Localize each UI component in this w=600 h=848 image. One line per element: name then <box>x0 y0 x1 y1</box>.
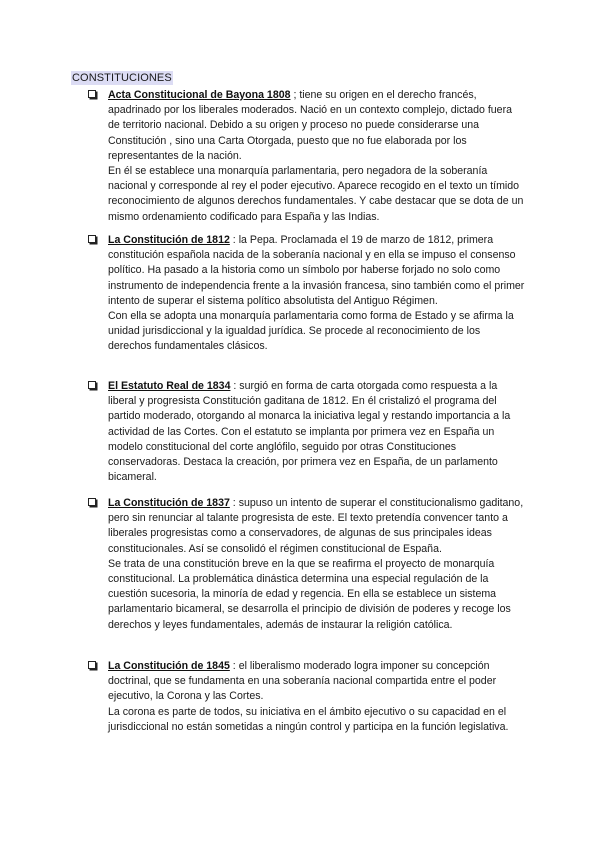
section-constitucion-1837 <box>88 496 528 633</box>
section-intro <box>108 496 526 557</box>
section-intro <box>108 379 526 485</box>
section-title: La Constitución de 1812 <box>108 234 230 246</box>
section-intro-text: : la Pepa. Proclamada el 19 de marzo de 1812, primera constitución española nacida de la soberanía nacional y en ella se impuso el consenso político. Ha pasado a la historia como un símbolo por haberse forjado no solo como instrumento de independencia frente a la invasión francesa, sino también como el primer intento de superar el sistema político absolutista del Antiguo Régimen. <box>108 234 525 307</box>
section-more-text: Con ella se adopta una monarquía parlamentaria como forma de Estado y se afirma la unidad jurisdiccional y la igualdad jurídica. Se procede al reconocimiento de los derechos fundamentales clásicos. <box>108 310 514 353</box>
section-body <box>108 496 526 633</box>
checkbox-bullet-icon <box>88 498 96 506</box>
section-intro <box>108 88 526 164</box>
section-intro-text: : surgió en forma de carta otorgada como respuesta a la liberal y progresista Constitución gaditana de 1812. En él cristalizó el programa del partido moderado, otorgando al monarca la iniciativa legal y restando importancia a la actividad de las Cortes. Con el estatuto se implanta por primera vez en España un modelo constitucional del corte anglófilo, seguido por otras Constituciones conservadoras. Destaca la creación, por primera vez en España, de un parlamento bicameral. <box>108 380 511 484</box>
checkbox-bullet-icon <box>88 235 96 243</box>
section-intro <box>108 659 526 705</box>
section-more-text: En él se establece una monarquía parlamentaria, pero negadora de la soberanía nacional y corresponde al rey el poder ejecutivo. Aparece recogido en el texto un tímido reconocimiento de algunos derechos fundamentales. Y cabe destacar que se dota de un mismo ordenamiento codificado para España y las Indias. <box>108 165 524 223</box>
checkbox-bullet-icon <box>88 90 96 98</box>
section-intro-text: : supuso un intento de superar el constitucionalismo gaditano, pero sin renunciar al talante progresista de este. El texto pretendía convencer tanto a liberales progresistas como a conservadores, de algunas de sus principales ideas constitucionales. Así se consolidó el régimen constitucional de España. <box>108 497 524 555</box>
section-more-text: La corona es parte de todos, su iniciativa en el ámbito ejecutivo o su capacidad en el jurisdiccional no están sometidas a ningún control y participa en la función legislativa. <box>108 705 509 733</box>
section-bayona-1808 <box>88 88 528 225</box>
section-constitucion-1812 <box>88 233 528 355</box>
section-body <box>108 233 526 355</box>
section-intro-text: ; tiene su origen en el derecho francés, apadrinado por los liberales moderados. Nació en un contexto complejo, dictado fuera de territorio nacional. Debido a su origen y proceso no puede considerarse una Constitución , sino una Carta Otorgada, puesto que no fue elaborada por los representantes de la nación. <box>108 89 512 162</box>
section-title: La Constitución de 1845 <box>108 660 230 672</box>
section-constitucion-1845 <box>88 659 528 735</box>
section-more-text: Se trata de una constitución breve en la que se reafirma el proyecto de monarquía constitucional. La problemática dinástica determina una especial regulación de la cuestión sucesoria, la minoría de edad y regencia. En ella se establece un sistema parlamentario bicameral, se desarrolla el principio de división de poderes y recoge los derechos y leyes fundamentales, además de instaurar la religión católica. <box>108 557 511 631</box>
section-body <box>108 659 526 735</box>
checkbox-bullet-icon <box>88 381 96 389</box>
section-title: El Estatuto Real de 1834 <box>108 380 231 392</box>
section-intro-text: : el liberalismo moderado logra imponer su concepción doctrinal, que se fundamenta en una soberanía nacional compartida entre el poder ejecutivo, la Corona y las Cortes. <box>108 660 497 703</box>
section-intro <box>108 233 526 309</box>
page-heading: CONSTITUCIONES <box>72 72 172 84</box>
section-estatuto-1834 <box>88 379 528 485</box>
section-title: Acta Constitucional de Bayona 1808 <box>108 89 291 101</box>
section-body <box>108 88 526 225</box>
checkbox-bullet-icon <box>88 661 96 669</box>
section-body <box>108 379 526 485</box>
section-title: La Constitución de 1837 <box>108 497 230 509</box>
